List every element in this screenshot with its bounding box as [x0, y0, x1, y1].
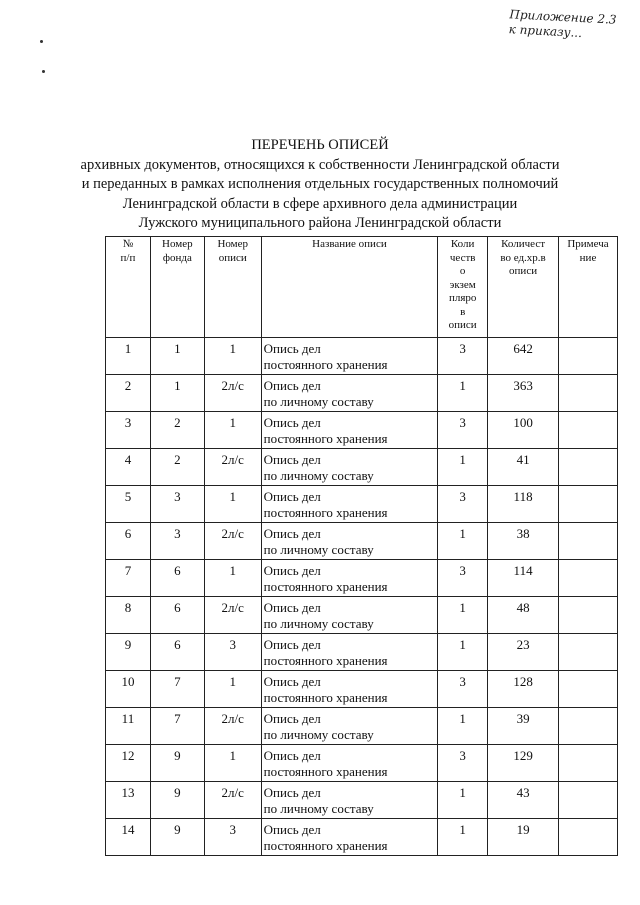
table-row: [106, 782, 618, 819]
table-row: [106, 486, 618, 523]
cell-fond: 3: [150, 523, 204, 560]
cell-opis: 1: [204, 338, 261, 375]
table-row: [106, 560, 618, 597]
cell-fond: 1: [150, 375, 204, 412]
cell-number: 8: [106, 597, 151, 634]
cell-note: [559, 523, 618, 560]
table-row: [106, 523, 618, 560]
cell-number: 7: [106, 560, 151, 597]
cell-name-line-1: Опись дел: [263, 748, 321, 763]
cell-units: 114: [488, 560, 559, 597]
cell-name: [261, 375, 438, 412]
table-row: [106, 449, 618, 486]
cell-copies: 3: [438, 338, 488, 375]
cell-number: 5: [106, 486, 151, 523]
column-header-note: Примеча ние: [559, 237, 618, 338]
cell-fond: 6: [150, 560, 204, 597]
cell-fond: 9: [150, 782, 204, 819]
cell-units: 43: [488, 782, 559, 819]
cell-name: [261, 338, 438, 375]
cell-name-line-2: постоянного хранения: [263, 689, 388, 705]
cell-number: 1: [106, 338, 151, 375]
column-header-opis: Номер описи: [204, 237, 261, 338]
cell-note: [559, 375, 618, 412]
cell-name-line-1: Опись дел: [263, 452, 321, 467]
cell-units: 129: [488, 745, 559, 782]
cell-opis: 2л/с: [204, 597, 261, 634]
cell-fond: 9: [150, 745, 204, 782]
cell-name-line-1: Опись дел: [263, 785, 321, 800]
cell-fond: 7: [150, 708, 204, 745]
cell-note: [559, 560, 618, 597]
cell-name-line-1: Опись дел: [263, 415, 321, 430]
cell-name: [261, 449, 438, 486]
cell-copies: 3: [438, 745, 488, 782]
cell-opis: 2л/с: [204, 708, 261, 745]
cell-units: 41: [488, 449, 559, 486]
cell-fond: 7: [150, 671, 204, 708]
table-row: [106, 745, 618, 782]
header-line-3: Ленинградской области в сфере архивного дела администрации: [122, 195, 518, 212]
cell-opis: 1: [204, 412, 261, 449]
table-row: [106, 375, 618, 412]
cell-name-line-1: Опись дел: [263, 378, 321, 393]
cell-opis: 1: [204, 486, 261, 523]
header-line-2: и переданных в рамках исполнения отдельных государственных полномочий: [81, 176, 559, 192]
cell-name-line-2: постоянного хранения: [263, 504, 388, 520]
cell-name-line-1: Опись дел: [263, 637, 321, 652]
cell-note: [559, 708, 618, 745]
cell-fond: 2: [150, 412, 204, 449]
cell-name-line-2: постоянного хранения: [263, 763, 388, 779]
table-row: [106, 634, 618, 671]
cell-name-line-1: Опись дел: [263, 563, 321, 578]
cell-copies: 1: [438, 782, 488, 819]
cell-name: [261, 671, 438, 708]
cell-number: 3: [106, 412, 151, 449]
cell-name-line-1: Опись дел: [263, 526, 321, 541]
cell-fond: 6: [150, 634, 204, 671]
cell-units: 100: [488, 412, 559, 449]
cell-name-line-1: Опись дел: [263, 600, 321, 615]
cell-fond: 9: [150, 819, 204, 856]
cell-copies: 1: [438, 819, 488, 856]
cell-opis: 3: [204, 634, 261, 671]
column-header-copies: Коли честв о экзем пляро в описи: [438, 237, 488, 338]
cell-opis: 1: [204, 745, 261, 782]
table-row: [106, 708, 618, 745]
table-row: [106, 338, 618, 375]
handnote-line-1: Приложение 2.3: [509, 7, 617, 27]
cell-copies: 3: [438, 671, 488, 708]
cell-note: [559, 819, 618, 856]
cell-number: 9: [106, 634, 151, 671]
handwritten-annotation: [508, 7, 617, 43]
inventory-table: [105, 236, 618, 856]
cell-name-line-2: по личному составу: [263, 615, 374, 631]
cell-opis: 1: [204, 671, 261, 708]
cell-name-line-2: постоянного хранения: [263, 578, 388, 594]
cell-name: [261, 819, 438, 856]
cell-copies: 1: [438, 523, 488, 560]
cell-number: 10: [106, 671, 151, 708]
table-row: [106, 412, 618, 449]
column-header-units: Количест во ед.хр.в описи: [488, 237, 559, 338]
cell-note: [559, 745, 618, 782]
cell-name-line-1: Опись дел: [263, 711, 321, 726]
cell-number: 2: [106, 375, 151, 412]
cell-number: 4: [106, 449, 151, 486]
cell-name-line-1: Опись дел: [263, 489, 321, 504]
cell-copies: 3: [438, 560, 488, 597]
cell-units: 48: [488, 597, 559, 634]
cell-number: 14: [106, 819, 151, 856]
cell-name: [261, 708, 438, 745]
cell-name: [261, 523, 438, 560]
cell-name-line-2: по личному составу: [263, 393, 374, 409]
cell-name-line-2: по личному составу: [263, 467, 374, 483]
document-header: [0, 136, 640, 234]
cell-copies: 1: [438, 375, 488, 412]
table-row: [106, 819, 618, 856]
cell-fond: 3: [150, 486, 204, 523]
cell-note: [559, 449, 618, 486]
cell-note: [559, 634, 618, 671]
cell-number: 12: [106, 745, 151, 782]
cell-name-line-1: Опись дел: [263, 341, 321, 356]
cell-name: [261, 782, 438, 819]
cell-opis: 2л/с: [204, 375, 261, 412]
handnote-line-2: к приказу...: [508, 22, 583, 41]
cell-note: [559, 412, 618, 449]
cell-note: [559, 597, 618, 634]
cell-units: 38: [488, 523, 559, 560]
cell-name-line-2: по личному составу: [263, 800, 374, 816]
table-header-row: [106, 237, 618, 338]
column-header-fond: Номер фонда: [150, 237, 204, 338]
cell-units: 19: [488, 819, 559, 856]
cell-number: 6: [106, 523, 151, 560]
cell-opis: 3: [204, 819, 261, 856]
cell-number: 11: [106, 708, 151, 745]
cell-name-line-2: по личному составу: [263, 726, 374, 742]
table-row: [106, 671, 618, 708]
cell-name: [261, 597, 438, 634]
cell-name: [261, 412, 438, 449]
cell-name-line-2: постоянного хранения: [263, 837, 388, 853]
cell-fond: 2: [150, 449, 204, 486]
cell-copies: 1: [438, 634, 488, 671]
cell-name-line-1: Опись дел: [263, 674, 321, 689]
header-line-4: Лужского муниципального района Ленинградской области: [138, 215, 502, 231]
cell-units: 642: [488, 338, 559, 375]
cell-copies: 3: [438, 412, 488, 449]
cell-fond: 1: [150, 338, 204, 375]
cell-note: [559, 671, 618, 708]
column-header-number: № п/п: [106, 237, 151, 338]
cell-units: 118: [488, 486, 559, 523]
cell-units: 363: [488, 375, 559, 412]
cell-note: [559, 486, 618, 523]
document-title: ПЕРЕЧЕНЬ ОПИСЕЙ: [251, 137, 389, 153]
column-header-name: Название описи: [261, 237, 438, 338]
cell-name: [261, 486, 438, 523]
cell-opis: 2л/с: [204, 449, 261, 486]
cell-copies: 1: [438, 708, 488, 745]
cell-opis: 2л/с: [204, 782, 261, 819]
scan-speck: [42, 70, 45, 73]
cell-fond: 6: [150, 597, 204, 634]
cell-name-line-2: постоянного хранения: [263, 430, 388, 446]
cell-units: 23: [488, 634, 559, 671]
cell-note: [559, 782, 618, 819]
cell-name: [261, 560, 438, 597]
cell-name-line-2: по личному составу: [263, 541, 374, 557]
cell-opis: 2л/с: [204, 523, 261, 560]
cell-number: 13: [106, 782, 151, 819]
cell-note: [559, 338, 618, 375]
cell-units: 128: [488, 671, 559, 708]
cell-name: [261, 634, 438, 671]
cell-copies: 3: [438, 486, 488, 523]
cell-name-line-2: постоянного хранения: [263, 652, 388, 668]
header-line-1: архивных документов, относящихся к собственности Ленинградской области: [80, 156, 560, 173]
cell-copies: 1: [438, 449, 488, 486]
cell-copies: 1: [438, 597, 488, 634]
table-row: [106, 597, 618, 634]
scan-speck: [40, 40, 43, 43]
cell-name-line-2: постоянного хранения: [263, 356, 388, 372]
cell-name-line-1: Опись дел: [263, 822, 321, 837]
cell-name: [261, 745, 438, 782]
cell-opis: 1: [204, 560, 261, 597]
cell-units: 39: [488, 708, 559, 745]
